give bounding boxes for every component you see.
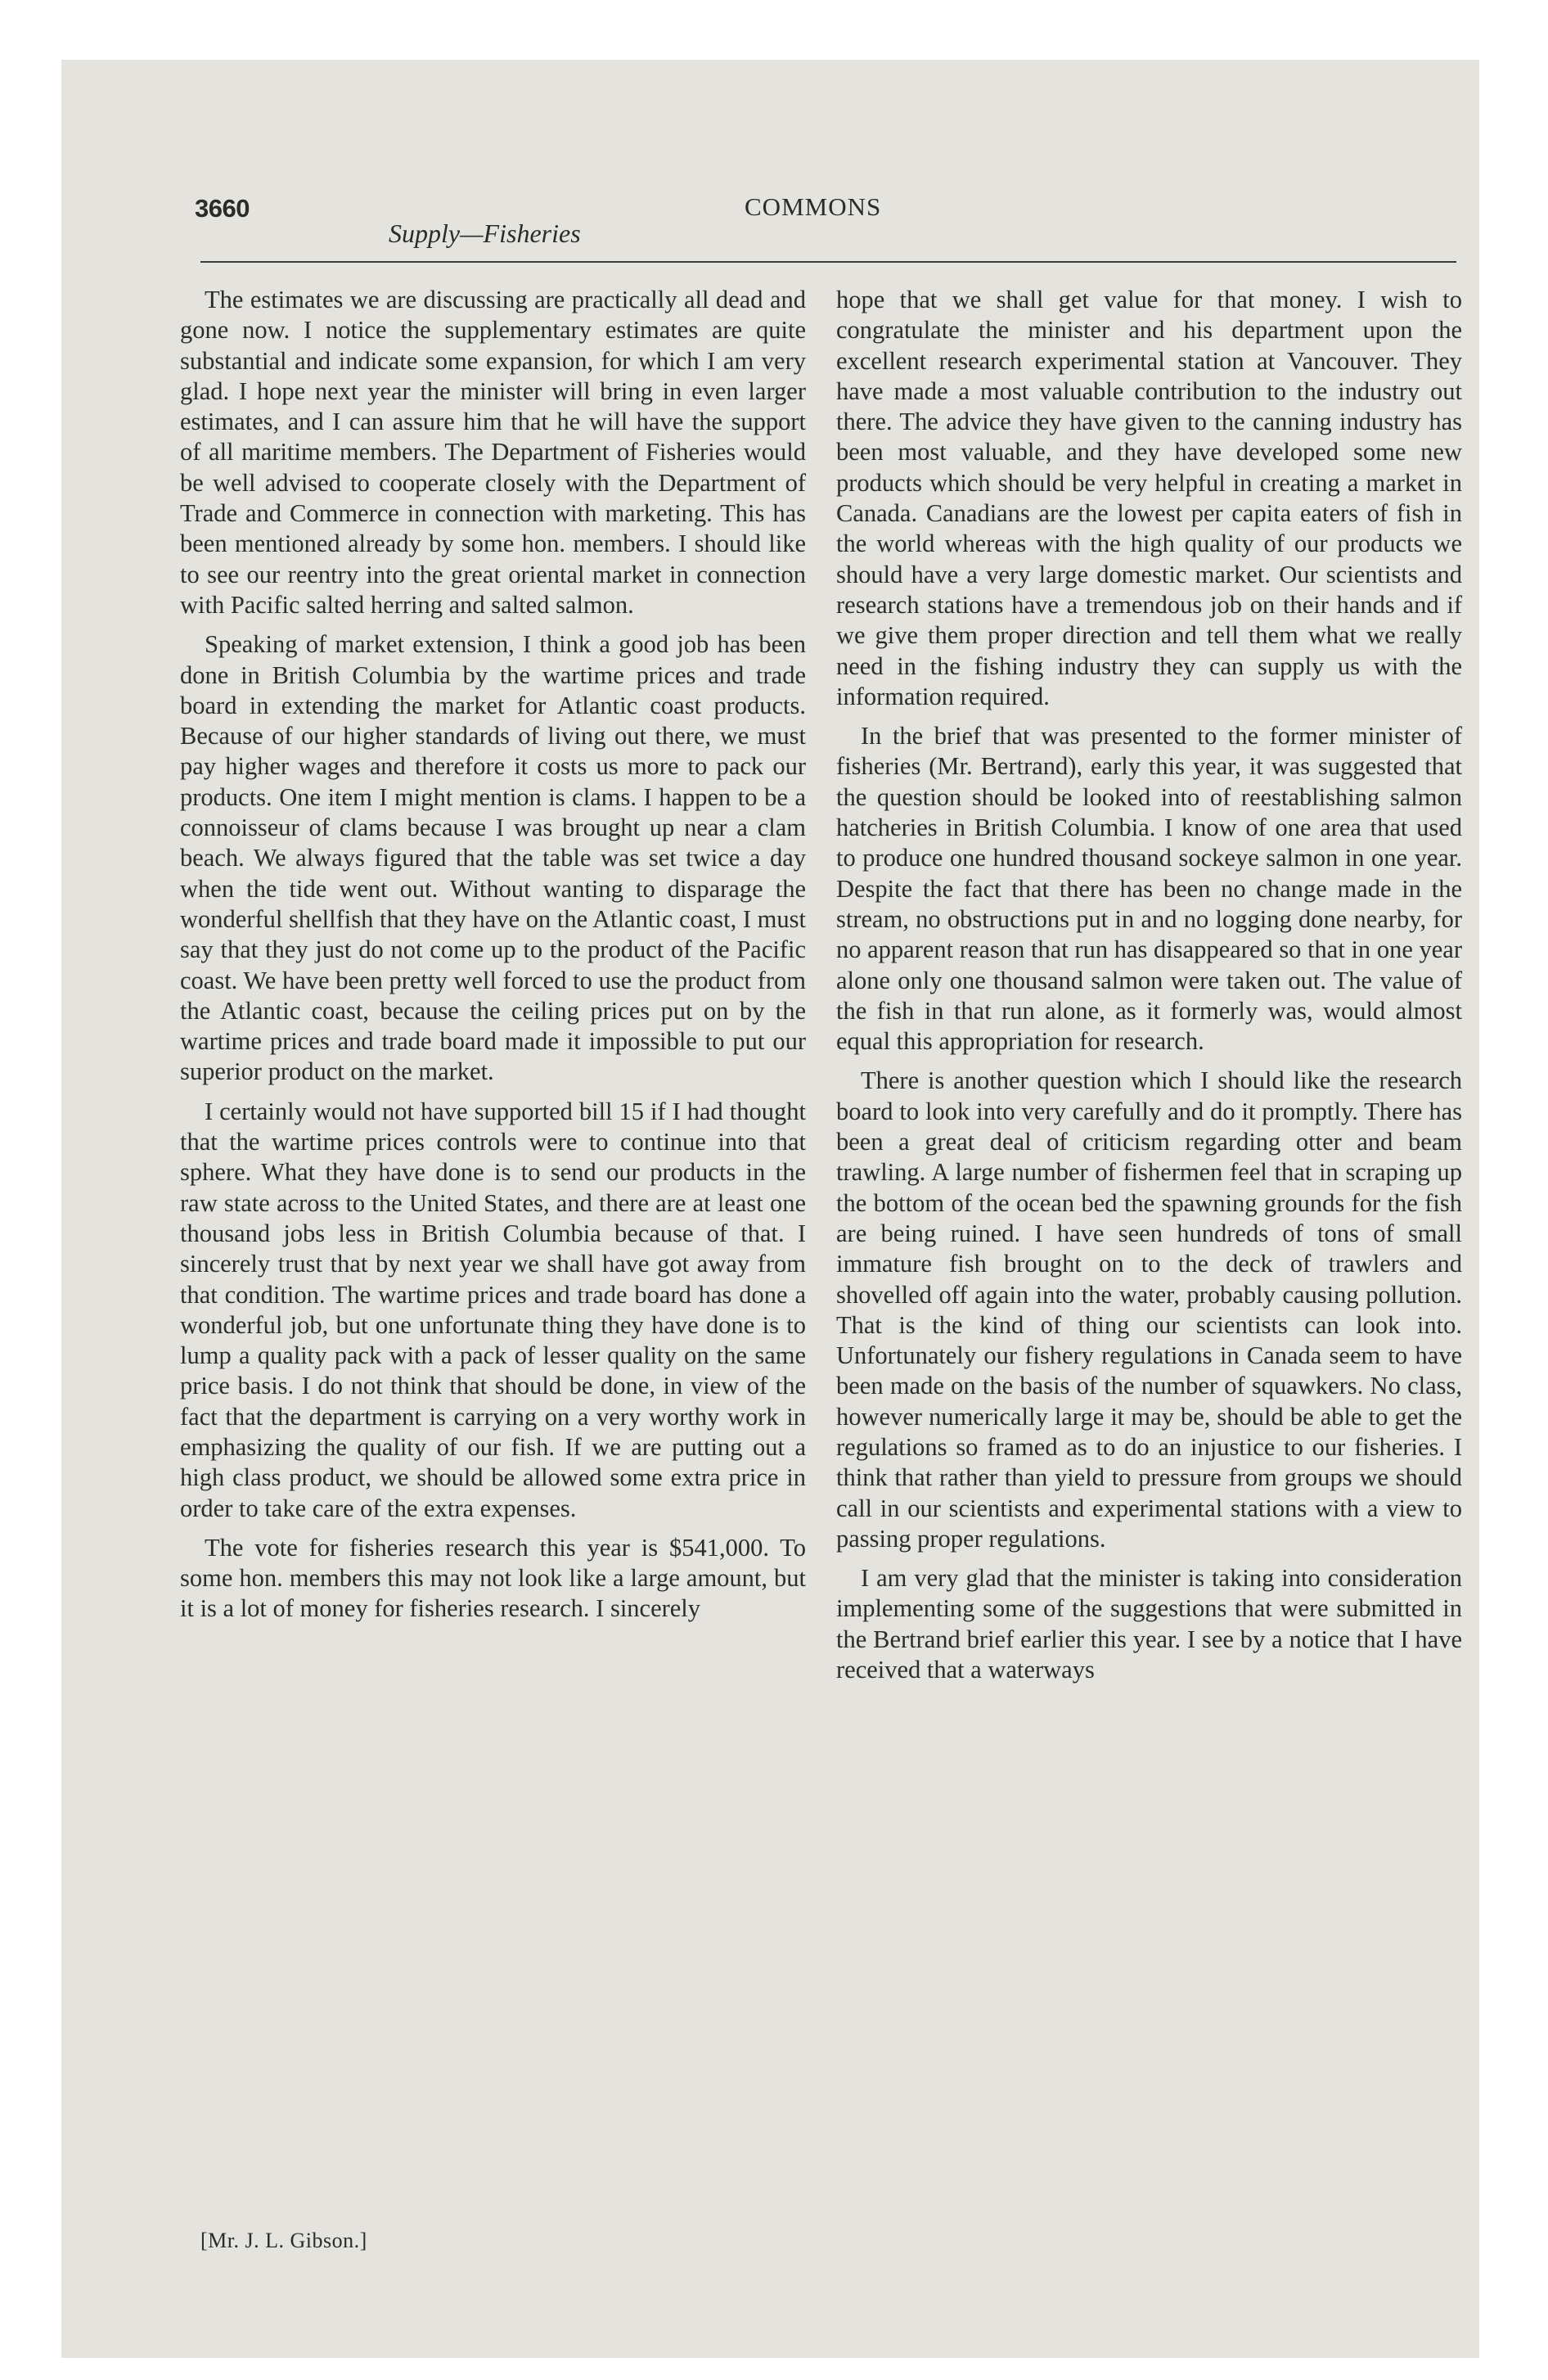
right-column xyxy=(836,285,1462,1694)
header-rule xyxy=(200,261,1456,263)
paragraph: Speaking of market extension, I think a good job has been done in British Columbia by the wartime prices and trade board in extending the market for Atlantic coast products. Because of our higher standards of living out there, we must pay higher wages and therefore it costs us more to pack our products. One item I might mention is clams. I happen to be a connoisseur of clams because I was brought up near a clam beach. We always figured that the table was set twice a day when the tide went out. Without wanting to disparage the wonderful shellfish that they have on the Atlantic coast, I must say that they just do not come up to the product of the Pacific coast. We have been pretty well forced to use the product from the Atlantic coast, because the ceiling prices put on by the wartime prices and trade board made it impossible to put our superior product on the market. xyxy=(180,630,806,1086)
page-number: 3660 xyxy=(195,194,250,223)
speaker-attribution: [Mr. J. L. Gibson.] xyxy=(200,2229,367,2252)
paragraph: The vote for fisheries research this year is $541,000. To some hon. members this may not look like a large amount, but it is a lot of money for fisheries research. I sincerely xyxy=(180,1533,806,1623)
hansard-page xyxy=(180,191,1462,2360)
paragraph: I am very glad that the minister is taking into consideration implementing some of the suggestions that were submitted in the Bertrand brief earlier this year. I see by a notice that I have received that a waterways xyxy=(836,1564,1462,1684)
scanned-page xyxy=(61,60,1479,2358)
section-title: Supply—Fisheries xyxy=(389,219,581,248)
paragraph-continued: hope that we shall get value for that money. I wish to congratulate the minister and his department upon the excellent research experimental station at Vancouver. They have made a most valuable contribution to the industry out there. The advice they have given to the canning industry has been most valuable, and they have developed some new products which should be very helpful in creating a market in Canada. Canadians are the lowest per capita eaters of fish in the world whereas with the high quality of our products we should have a very large domestic market. Our scientists and research stations have a tremendous job on their hands and if we give them proper direction and tell them what we really need in the fishing industry they can supply us with the information required. xyxy=(836,286,1462,710)
left-column xyxy=(180,285,806,1634)
paragraph: There is another question which I should like the research board to look into very carefully and do it promptly. There has been a great deal of criticism regarding otter and beam trawling. A large number of fishermen feel that in scraping up the bottom of the ocean bed the spawning grounds for the fish are being ruined. I have seen hundreds of tons of small immature fish brought on to the deck of trawlers and shovelled off again into the water, probably causing pollution. That is the kind of thing our scientists can look into. Unfortunately our fishery regulations in Canada seem to have been made on the basis of the number of squawkers. No class, however numerically large it may be, should be able to get the regulations so framed as to do an injustice to our fisheries. I think that rather than yield to pressure from groups we should call in our scientists and experimental stations with a view to passing proper regulations. xyxy=(836,1066,1462,1553)
paragraph: In the brief that was presented to the former minister of fisheries (Mr. Bertrand), early this year, it was suggested that the question should be looked into of reestablishing salmon hatcheries in British Columbia. I know of one area that used to produce one hundred thousand sockeye salmon in one year. Despite the fact that there has been no change made in the stream, no obstructions put in and no logging done nearby, for no apparent reason that run has disappeared so that in one year alone only one thousand salmon were taken out. The value of the fish in that run alone, as it formerly was, would almost equal this appropriation for research. xyxy=(836,722,1462,1056)
paragraph: I certainly would not have supported bill 15 if I had thought that the wartime prices controls were to continue into that sphere. What they have done is to send our products in the raw state across to the United States, and there are at least one thousand jobs less in British Columbia because of that. I sincerely trust that by next year we shall have got away from that condition. The wartime prices and trade board has done a wonderful job, but one unfortunate thing they have done is to lump a quality pack with a pack of lesser quality on the same price basis. I do not think that should be done, in view of the fact that the department is carrying on a very worthy work in emphasizing the quality of our fish. If we are putting out a high class product, we should be allowed some extra price in order to take care of the extra expenses. xyxy=(180,1097,806,1522)
house-title: COMMONS xyxy=(745,192,882,221)
paragraph: The estimates we are discussing are practically all dead and gone now. I notice the supplementary estimates are quite substantial and indicate some expansion, for which I am very glad. I hope next year the minister will bring in even larger estimates, and I can assure him that he will have the support of all maritime members. The Department of Fisheries would be well advised to cooperate closely with the Department of Trade and Commerce in connection with marketing. This has been mentioned already by some hon. members. I should like to see our reentry into the great oriental market in connection with Pacific salted herring and salted salmon. xyxy=(180,286,806,619)
